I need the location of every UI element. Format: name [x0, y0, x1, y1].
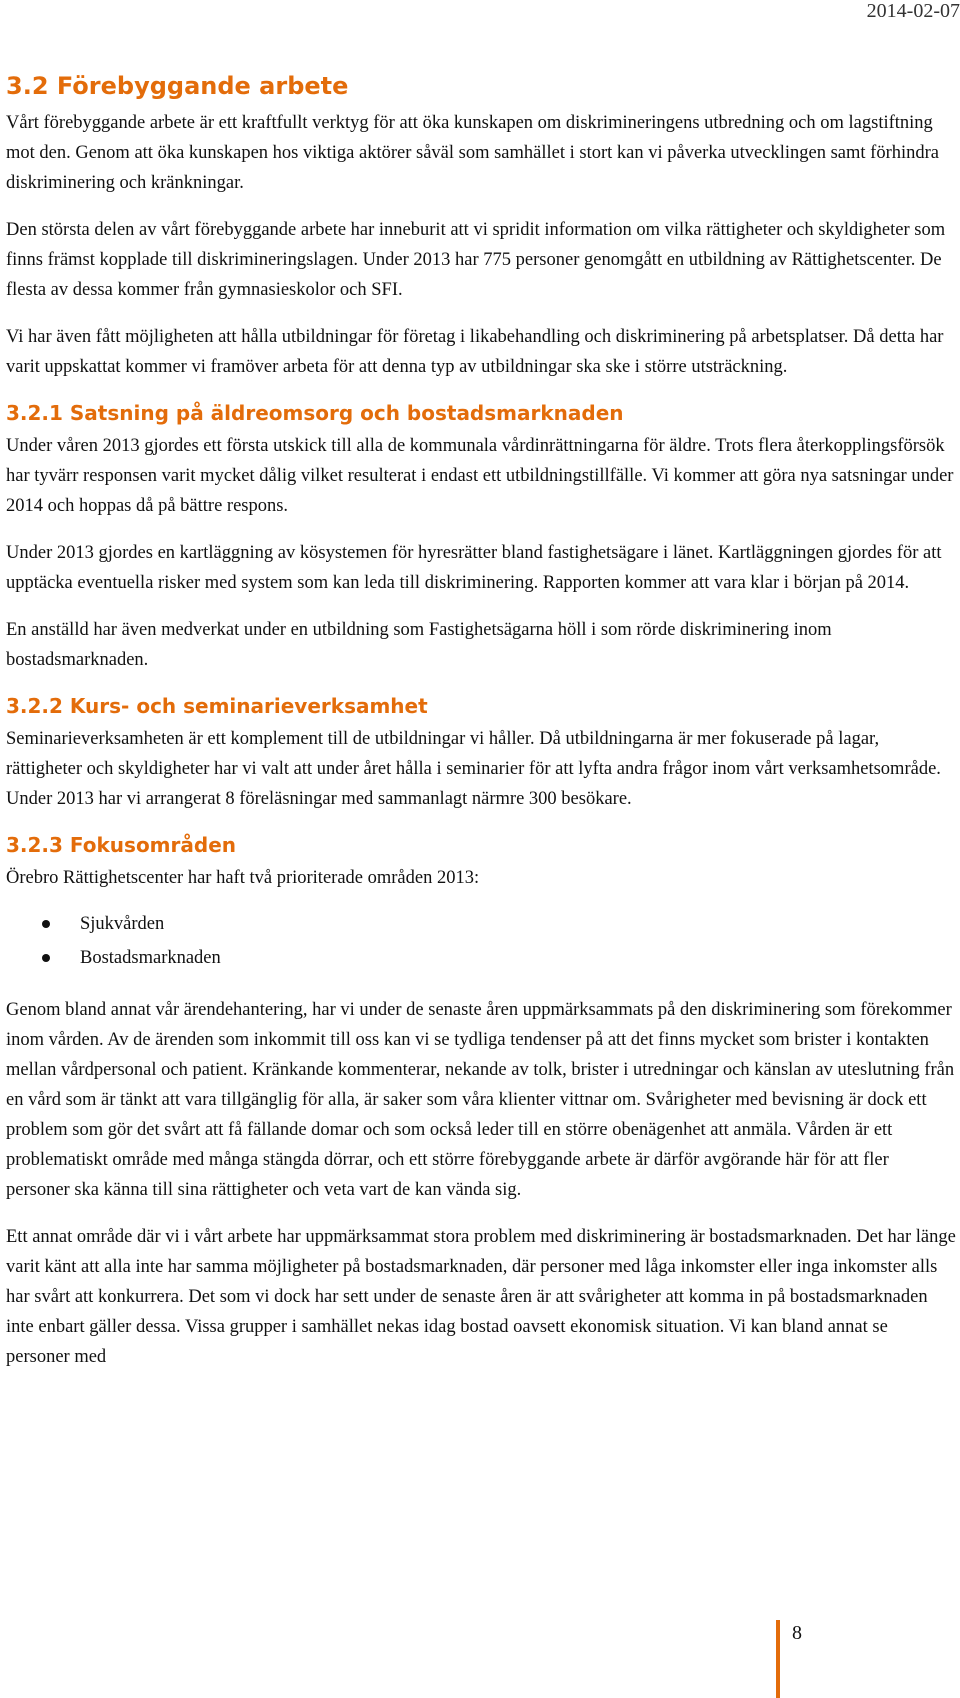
paragraph: Örebro Rättighetscenter har haft två prioriterade områden 2013:: [6, 868, 480, 888]
bullet-icon: [42, 920, 50, 928]
paragraph: Seminarieverksamheten är ett komplement till de utbildningar vi håller. Då utbildningarna är mer fokuserade på lagar, rättigheter och skyldigheter har vi valt att under året hålla i seminarier för att lyfta andra frågor inom vårt verksamhetsområde. Under 2013 har vi arrangerat 8 föreläsningar med sammanlagt närmre 300 besökare.: [6, 729, 941, 809]
paragraph: Vi har även fått möjligheten att hålla utbildningar för företag i likabehandling och diskriminering på arbetsplatser. Då detta har varit uppskattat kommer vi framöver arbeta för att denna typ av utbildningar ska ske i större utsträckning.: [6, 327, 944, 377]
page-content: [6, 70, 956, 1389]
paragraph: Den största delen av vårt förebyggande arbete har inneburit att vi spridit information om vilka rättigheter och skyldigheter som finns främst kopplade till diskrimineringslagen. Under 2013 har 775 personer genomgått en utbildning av Rättighetscenter. De flesta av dessa kommer från gymnasieskolor och SFI.: [6, 220, 946, 300]
paragraph: Genom bland annat vår ärendehantering, har vi under de senaste åren uppmärksammats på den diskriminering som förekommer inom vården. Av de ärenden som inkommit till oss kan vi se tydliga tendenser på att det finns mycket som brister i kontakten mellan vårdpersonal och patient. Kränkande kommenterar, nekande av tolk, brister i utredningar och känslan av uteslutning från en vård som är tänkt att vara tillgänglig för alla, är saker som våra klienter vittnar om. Svårigheter med bevisning är dock ett problem som gör det svårt att få fällande domar och som också leder till en större obenägenhet att anmäla. Vården är ett problematiskt område med många stängda dörrar, och ett större förebyggande arbete är därför avgörande här för att fler personer ska känna till sina rättigheter och veta vart de kan vända sig.: [6, 1000, 955, 1200]
list-item: [6, 941, 956, 975]
section-heading: 3.2 Förebyggande arbete: [6, 72, 349, 100]
paragraph: Under våren 2013 gjordes ett första utskick till alla de kommunala vårdinrättningarna för äldre. Trots flera återkopplingsförsök har tyvärr responsen varit mycket dålig vilket resulterat i endast ett utbildningstillfälle. Vi kommer att göra nya satsningar under 2014 och hoppas då på bättre respons.: [6, 436, 954, 516]
subsection-heading: 3.2.3 Fokusområden: [6, 833, 236, 857]
list-item-label: Bostadsmarknaden: [80, 948, 221, 968]
page-number-box: [776, 1620, 820, 1698]
paragraph: En anställd har även medverkat under en utbildning som Fastighetsägarna höll i som rörde diskriminering inom bostadsmarknaden.: [6, 620, 832, 670]
subsection-heading: 3.2.1 Satsning på äldreomsorg och bostadsmarknaden: [6, 401, 624, 425]
page-number: 8: [792, 1622, 802, 1644]
paragraph: Ett annat område där vi i vårt arbete har uppmärksammat stora problem med diskriminering är bostadsmarknaden. Det har länge varit känt att alla inte har samma möjligheter på bostadsmarknaden, där personer med låga inkomster eller inga inkomster alls har svårt att konkurrera. Det som vi dock har sett under de senaste åren är att svårigheter att komma in på bostadsmarknaden inte enbart gäller dessa. Vissa grupper i samhället nekas idag bostad oavsett ekonomisk situation. Vi kan bland annat se personer med: [6, 1227, 956, 1367]
header-date: 2014-02-07: [866, 0, 960, 22]
list-item-label: Sjukvården: [80, 914, 165, 934]
list-item: [6, 907, 956, 941]
bullet-list: [6, 907, 956, 975]
subsection-heading: 3.2.2 Kurs- och seminarieverksamhet: [6, 694, 428, 718]
paragraph: Under 2013 gjordes en kartläggning av kösystemen för hyresrätter bland fastighetsägare i länet. Kartläggningen gjordes för att upptäcka eventuella risker med system som kan leda till diskriminering. Rapporten kommer att vara klar i början på 2014.: [6, 543, 942, 593]
bullet-icon: [42, 954, 50, 962]
paragraph: Vårt förebyggande arbete är ett kraftfullt verktyg för att öka kunskapen om diskrimineringens utbredning och om lagstiftning mot den. Genom att öka kunskapen hos viktiga aktörer såväl som samhället i stort kan vi påverka utvecklingen samt förhindra diskriminering och kränkningar.: [6, 113, 939, 193]
